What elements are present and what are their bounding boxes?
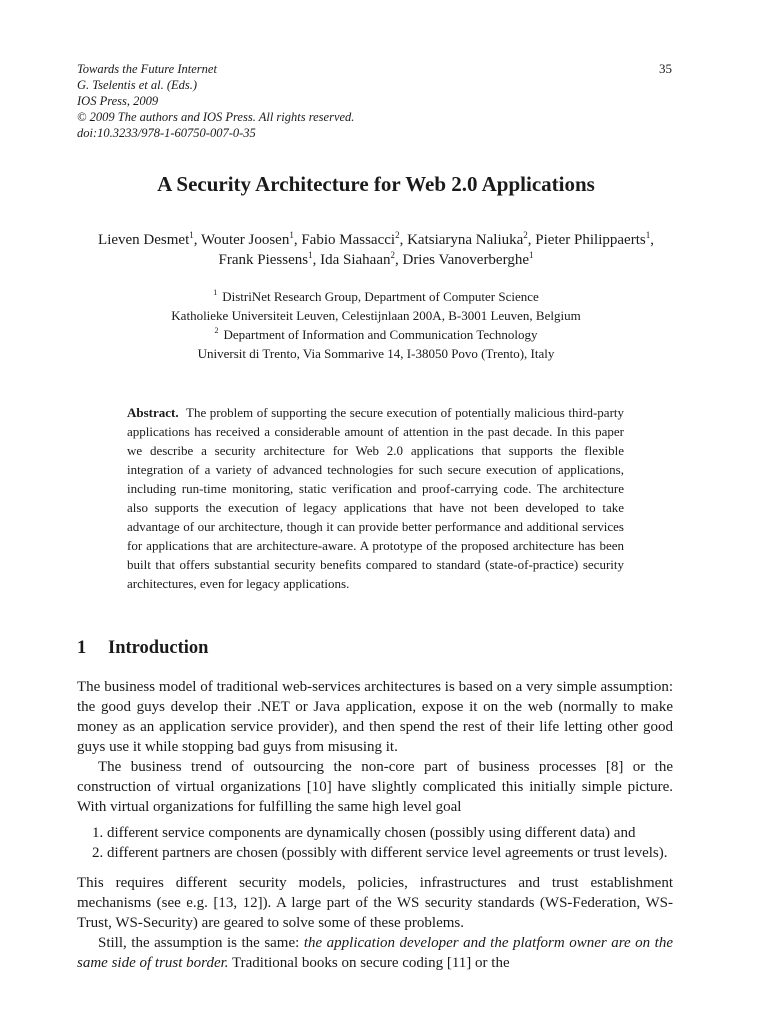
author-name: Fabio Massacci — [301, 232, 396, 248]
publication-info-line: IOS Press, 2009 — [77, 94, 159, 108]
abstract — [127, 403, 624, 593]
publication-info-line: G. Tselentis et al. (Eds.) — [77, 78, 198, 92]
author-affiliation-mark: 1 — [189, 230, 194, 240]
affiliation-list — [80, 287, 672, 363]
list-item: 1. different service components are dynamically chosen (possibly using different data) and — [107, 823, 673, 843]
author-affiliation-mark: 2 — [390, 250, 395, 260]
author-separator: , — [650, 232, 654, 248]
author-affiliation-mark: 1 — [289, 230, 294, 240]
affiliation-address: Katholieke Universiteit Leuven, Celestijnlaan 200A, B-3001 Leuven, Belgium — [171, 308, 581, 323]
publication-info-line: Towards the Future Internet — [77, 62, 217, 76]
affiliation-address: Universit di Trento, Via Sommarive 14, I-38050 Povo (Trento), Italy — [197, 346, 555, 361]
author-affiliation-mark: 1 — [528, 250, 534, 260]
affiliation-mark: 2 — [214, 326, 219, 335]
author-name: Ida Siahaan — [320, 252, 391, 268]
author-name: Lieven Desmet — [98, 232, 190, 248]
page-number: 35 — [659, 61, 672, 76]
author-affiliation-mark: 1 — [645, 230, 651, 240]
affiliation-mark: 1 — [213, 288, 218, 297]
body-text — [77, 677, 673, 973]
paragraph-text: Still, the assumption is the same: — [98, 935, 304, 951]
author-separator: , — [527, 232, 536, 248]
paragraph-text: Traditional books on secure coding [11] or the — [228, 955, 510, 971]
emphasized-text: the application developer and the platform owner are on the same side of trust border. — [77, 935, 673, 971]
publication-info — [77, 61, 354, 141]
affiliation-department: DistriNet Research Group, Department of Computer Science — [222, 289, 539, 304]
author-affiliation-mark: 2 — [395, 230, 400, 240]
enumerated-list — [77, 823, 673, 863]
author-separator: , — [394, 252, 403, 268]
section-heading — [77, 635, 208, 661]
author-name: Pieter Philippaerts — [535, 232, 646, 248]
author-separator: , — [293, 232, 302, 248]
paragraph: The business model of traditional web-services architectures is based on a very simple assumption: the good guys develop their .NET or Java application, expose it on the web (normally to make money as an application service provider), and then spend the rest of their life letting other good guys use it while stopping bad guys from misusing it. — [77, 679, 673, 755]
author-separator: , — [193, 232, 201, 248]
affiliation-line — [80, 325, 672, 344]
author-name: Wouter Joosen — [200, 232, 290, 248]
author-affiliation-mark: 2 — [523, 230, 528, 240]
author-separator: , — [312, 252, 321, 268]
author-affiliation-mark: 1 — [308, 250, 313, 260]
section-title: Introduction — [108, 638, 209, 658]
paragraph — [77, 933, 673, 973]
author-name: Dries Vanoverberghe — [402, 252, 529, 268]
publication-info-line: doi:10.3233/978-1-60750-007-0-35 — [77, 126, 256, 140]
abstract-text: The problem of supporting the secure execution of potentially malicious third-party applications has received a considerable amount of attention in the past decade. In this paper we describe a security architecture for Web 2.0 applications that supports the flexible integration of a variety of advanced technologies for such secure execution of applications, including run-time monitoring, static verification and proof-carrying code. The architecture also supports the execution of legacy applications that have not been developed to take advantage of our architecture, though it can provide better performance and additional services for applications that are architecture-aware. A prototype of the proposed architecture has been built that offers substantial security benefits compared to standard (state-of-practice) security architectures, even for legacy applications. — [127, 405, 625, 591]
author-separator: , — [399, 232, 408, 248]
paper-title: A Security Architecture for Web 2.0 Applications — [157, 172, 595, 196]
paragraph: The business trend of outsourcing the non-core part of business processes [8] or the construction of virtual organizations [10] have slightly complicated this initially simple picture. With virtual organizations for fulfilling the same high level goal — [77, 759, 673, 815]
abstract-label: Abstract. — [127, 405, 179, 420]
paragraph: This requires different security models, policies, infrastructures and trust establishment mechanisms (see e.g. [13, 12]). A large part of the WS security standards (WS-Federation, WS-Trust, WS-Security) are geared to solve some of these problems. — [77, 875, 673, 931]
list-item: 2. different partners are chosen (possibly with different service level agreements or trust levels). — [107, 843, 673, 863]
author-name: Frank Piessens — [218, 252, 309, 268]
publication-info-line: © 2009 The authors and IOS Press. All rights reserved. — [77, 110, 355, 124]
affiliation-line — [80, 287, 672, 306]
author-list — [80, 230, 672, 270]
author-name: Katsiaryna Naliuka — [407, 232, 524, 248]
affiliation-department: Department of Information and Communication Technology — [223, 327, 538, 342]
section-number: 1 — [77, 638, 87, 658]
